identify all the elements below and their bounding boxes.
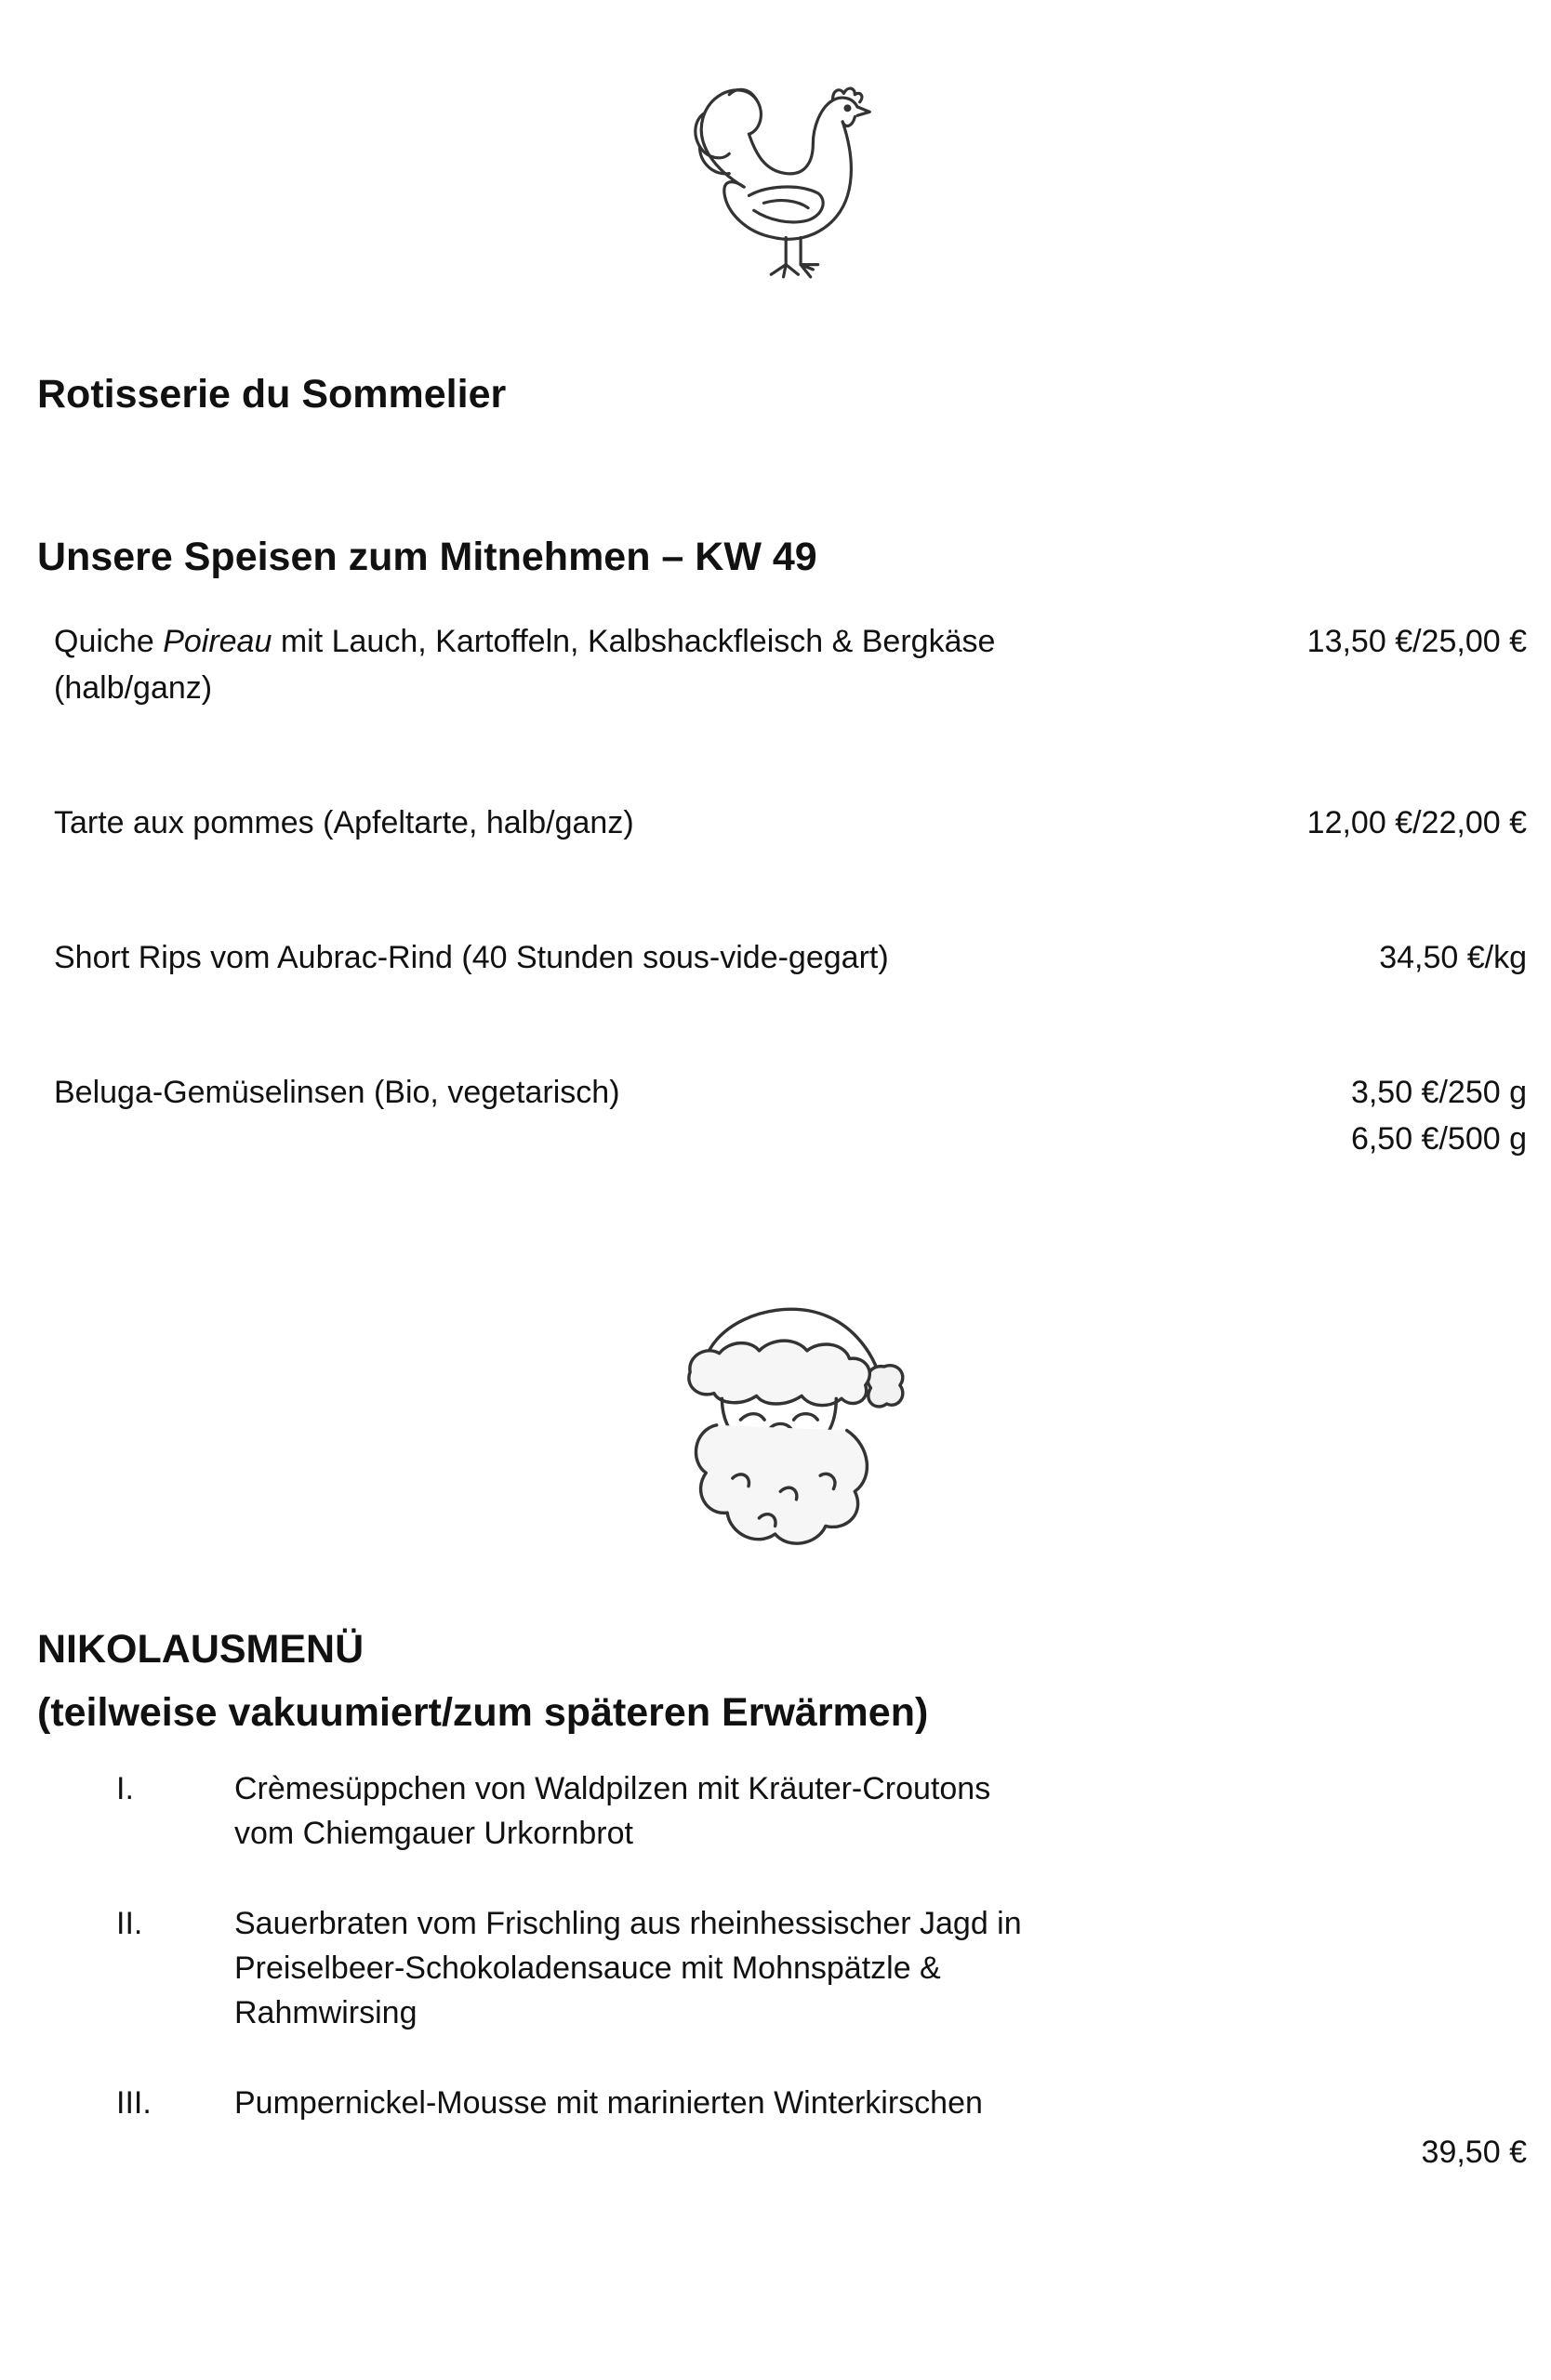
item-description: Quiche: [54, 624, 164, 659]
takeaway-item-quiche: [54, 618, 1077, 711]
course-line: Rahmwirsing: [234, 1995, 418, 2030]
item-price-line: 3,50 €/250 g: [1350, 1075, 1527, 1110]
course-number: III.: [116, 2085, 152, 2121]
takeaway-item-linsen: Beluga-Gemüselinsen (Bio, vegetarisch): [54, 1075, 620, 1110]
course-line: Pumpernickel-Mousse mit marinierten Winterkirschen: [234, 2085, 983, 2121]
item-description-line2: (halb/ganz): [54, 670, 213, 706]
takeaway-item-short-rips: Short Rips vom Aubrac-Rind (40 Stunden sous-vide-gegart): [54, 940, 889, 975]
santa-claus-icon: [651, 1292, 921, 1571]
item-price-line: 6,50 €/500 g: [1350, 1121, 1527, 1157]
item-price: 13,50 €/25,00 €: [1306, 624, 1527, 659]
course-line: Sauerbraten vom Frischling aus rheinhessischer Jagd in: [234, 1906, 1022, 1941]
rooster-icon: [668, 58, 914, 304]
takeaway-item-tarte: Tarte aux pommes (Apfeltarte, halb/ganz): [54, 805, 634, 840]
nikolaus-menu-heading: [37, 1618, 928, 1744]
course-description: [234, 1766, 1164, 1856]
course-number: II.: [116, 1906, 143, 1941]
course-number: I.: [116, 1771, 134, 1806]
restaurant-name: Rotisserie du Sommelier: [37, 372, 507, 416]
course-line: Crèmesüppchen von Waldpilzen mit Kräuter-Croutons: [234, 1771, 991, 1806]
nikolaus-menu-subtitle: (teilweise vakuumiert/zum späteren Erwärmen): [37, 1690, 929, 1735]
course-line: vom Chiemgauer Urkornbrot: [234, 1816, 633, 1851]
course-line: Preiselbeer-Schokoladensauce mit Mohnspätzle &: [234, 1950, 941, 1986]
item-description-italic: Poireau: [163, 624, 272, 659]
course-description: [234, 1901, 1164, 2035]
item-price: 34,50 €/kg: [1379, 940, 1527, 975]
menu-price: 39,50 €: [1421, 2135, 1527, 2170]
course-description: [234, 2081, 1164, 2125]
item-price: [1351, 1069, 1527, 1162]
item-price: 12,00 €/22,00 €: [1306, 805, 1527, 840]
section-title: Unsere Speisen zum Mitnehmen – KW 49: [37, 535, 817, 579]
nikolaus-menu-title: NIKOLAUSMENÜ: [37, 1627, 365, 1672]
item-description: mit Lauch, Kartoffeln, Kalbshackfleisch & Bergkäse: [272, 624, 996, 659]
